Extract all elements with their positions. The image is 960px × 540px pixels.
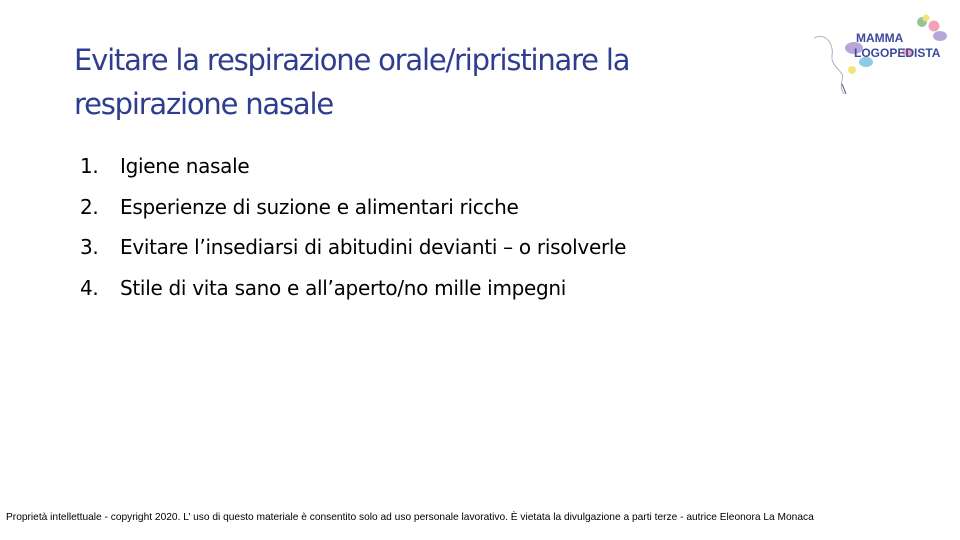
mamma-logopedista-logo	[812, 12, 952, 100]
logo-dot-lilac	[933, 31, 947, 41]
copyright-footer: Proprietà intellettuale - copyright 2020. L’ uso di questo materiale è consentito solo ad uso personale lavorativo. È vietata la divulgazione a parti terze - autrice Eleonora La Monaca	[6, 512, 814, 523]
logo-text-line-1: MAMMA	[856, 31, 904, 45]
list-text: Esperienze di suzione e alimentari ricche	[120, 194, 519, 219]
list-text: Stile di vita sano e all’aperto/no mille impegni	[120, 275, 567, 300]
logo-dot-yellow	[923, 15, 930, 22]
title-line-2: respirazione nasale	[74, 87, 333, 121]
list-number: 2.	[80, 194, 99, 219]
list-item	[80, 187, 626, 228]
numbered-list	[80, 146, 626, 308]
list-number: 4.	[80, 275, 99, 300]
logo-profile-line	[814, 36, 844, 94]
list-number: 3.	[80, 235, 99, 259]
logo-dot-yellow-low	[848, 66, 856, 74]
list-text: Evitare l’insediarsi di abitudini devianti – o risolverle	[120, 235, 627, 259]
slide-title	[74, 38, 774, 126]
list-item	[80, 227, 626, 268]
list-item	[80, 268, 626, 309]
list-number: 1.	[80, 154, 99, 178]
list-text: Igiene nasale	[120, 154, 250, 178]
title-line-1: Evitare la respirazione orale/ripristinare la	[74, 43, 630, 77]
list-item	[80, 146, 626, 187]
logo-dot-pink	[929, 21, 940, 32]
logo-text-line-2: LOGOPEDISTA	[854, 46, 941, 60]
